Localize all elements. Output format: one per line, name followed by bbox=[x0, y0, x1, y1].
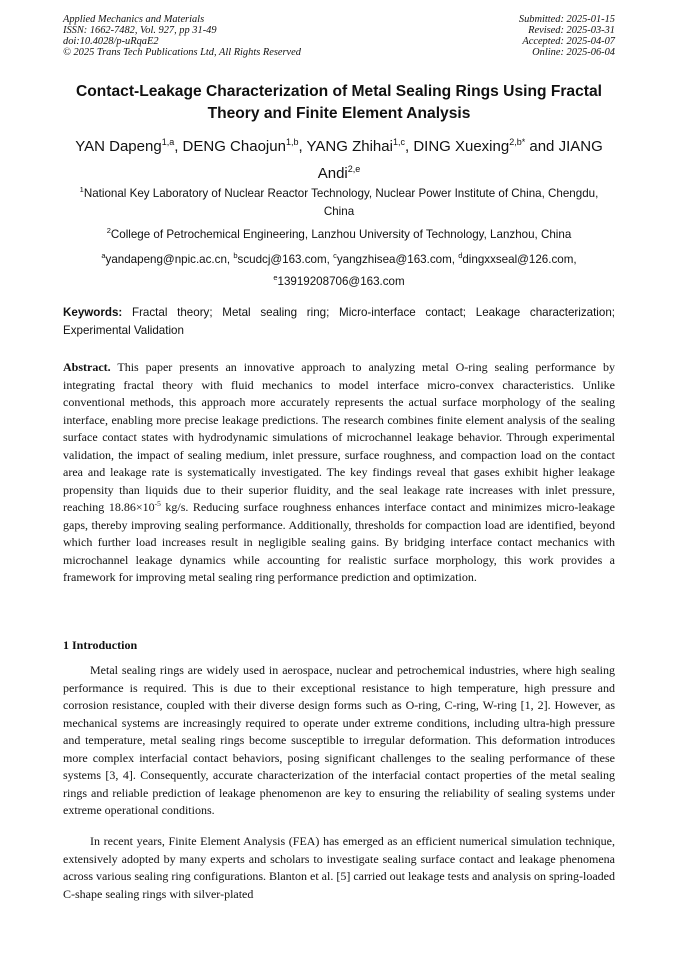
journal-name: Applied Mechanics and Materials bbox=[63, 14, 205, 25]
intro-paragraph-1: Metal sealing rings are widely used in aerospace, nuclear and petrochemical industries, where high sealing performance is required. This is due to their exceptional resistance to high temperature, high pressure and corrosion resistance, coupled with their diverse design forms such as O-ring, C-ring, W-ring [1, 2]. However, as mechanical systems are increasingly required to operate under extreme conditions, including ultra-high pressure and temperature, metal sealing rings become susceptible to irregular deformation. This deformation introduces more complex interfacial contact behaviors, posing significant challenges to the sealing performance of these systems [3, 4]. Consequently, accurate characterization of the interfacial contact properties of the metal sealing rings and reliable prediction of leakage phenomenon are key to ensuring the reliability of sealing systems under extreme operational conditions. bbox=[63, 663, 615, 817]
email-entry bbox=[458, 253, 576, 266]
author-name: YAN Dapeng bbox=[75, 138, 162, 155]
author-name: and JIANG Andi bbox=[317, 138, 603, 182]
issn-line: ISSN: 1662-7482, Vol. 927, pp 31-49 bbox=[63, 25, 217, 36]
abstract-text-continued: kg/s. Reducing surface roughness enhances interface contact and minimizes micro-leakage gaps, thereby improving sealing performance. Additionally, thresholds for compaction load are identified, beyond which further load increases result in negligible sealing gains. By bridging interface contact mechanics with microchannel leakage dynamics while accounting for realistic surface morphology, this work provides a framework for improving metal sealing ring performance prediction and optimization. bbox=[63, 500, 615, 584]
submitted-date: Submitted: 2025-01-15 bbox=[518, 14, 615, 25]
email-address[interactable]: dingxxseal@126.com bbox=[462, 252, 574, 266]
email-separator: , bbox=[326, 252, 334, 266]
affiliation-text: National Key Laboratory of Nuclear Reactor Technology, Nuclear Power Institute of China, Chengdu, China bbox=[83, 186, 599, 218]
accepted-date: Accepted: 2025-04-07 bbox=[522, 36, 615, 47]
email-address[interactable]: yangzhisea@163.com bbox=[336, 252, 452, 266]
author bbox=[307, 138, 414, 155]
email-mark: a bbox=[101, 251, 106, 260]
header-right bbox=[519, 14, 615, 58]
affiliation-mark: 1 bbox=[79, 185, 84, 194]
author bbox=[413, 138, 529, 155]
intro-paragraph-2: In recent years, Finite Element Analysis (FEA) has emerged as an efficient numerical simulation technique, extensively adopted by many experts and scholars to investigate sealing surface contact and leakage phenomena across various sealing ring configurations. Blanton et al. [5] carried out leakage tests and analysis on spring-loaded C-shape sealing rings with silver-plated bbox=[63, 834, 615, 901]
author-name: DENG Chaojun bbox=[182, 138, 286, 155]
author-name: DING Xuexing bbox=[413, 138, 510, 155]
affiliation-text: College of Petrochemical Engineering, Lanzhou University of Technology, Lanzhou, China bbox=[110, 227, 572, 241]
abstract bbox=[63, 359, 615, 587]
email-entry bbox=[101, 253, 233, 266]
abstract-exponent: -5 bbox=[154, 499, 161, 508]
author-name: YANG Zhihai bbox=[306, 138, 393, 155]
section-heading-introduction: 1 Introduction bbox=[63, 638, 138, 652]
doi-line[interactable]: doi:10.4028/p-uRqaE2 bbox=[63, 36, 159, 47]
abstract-text: This paper presents an innovative approach to analyzing metal O-ring sealing performance by integrating fractal theory with fluid mechanics to model interface micro-convex characteristics. Unlike conventional methods, this approach more accurately represents the actual surface morphology of the sealing interface, enabling more precise leakage predictions. The research combines finite element analysis of the sealing surface contact states with hydrodynamic simulations of microchannel leakage behavior. Through experimental validation, the impact of sealing medium, inlet pressure, surface roughness, and compaction load on the contact area and leakage rate is systematically investigated. The key findings reveal that gases exhibit higher leakage propensity than liquids due to their superior fluidity, and the seal leakage rate increases with inlet pressure, reaching 18.86×10 bbox=[63, 360, 615, 514]
email-separator: , bbox=[451, 252, 459, 266]
email-mark: c bbox=[333, 251, 337, 260]
keywords-text: Fractal theory; Metal sealing ring; Micro-interface contact; Leakage characterization; Experimental Validation bbox=[63, 306, 615, 337]
journal-header bbox=[63, 14, 615, 58]
keywords-label: Keywords: bbox=[63, 306, 123, 319]
keywords bbox=[63, 304, 615, 340]
affiliation-2 bbox=[70, 222, 608, 244]
email-entry bbox=[233, 253, 333, 266]
email-entry bbox=[273, 272, 405, 288]
email-entry bbox=[333, 253, 458, 266]
email-address[interactable]: 13919208706@163.com bbox=[277, 274, 405, 288]
header-left bbox=[63, 14, 301, 58]
author-separator: , bbox=[174, 138, 183, 155]
author-separator: , bbox=[298, 138, 307, 155]
author-affiliation-mark: 1,a bbox=[161, 137, 175, 147]
author-list bbox=[60, 131, 618, 185]
email-mark: d bbox=[458, 251, 463, 260]
abstract-label: Abstract. bbox=[63, 360, 111, 374]
affiliation-mark: 2 bbox=[106, 226, 111, 235]
author bbox=[183, 138, 307, 155]
email-separator: , bbox=[226, 252, 234, 266]
affiliation-1 bbox=[70, 181, 608, 221]
email-mark: e bbox=[273, 272, 278, 282]
author-affiliation-mark: 2,b* bbox=[509, 137, 526, 147]
email-mark: b bbox=[233, 251, 238, 260]
author-affiliation-mark: 1,c bbox=[392, 137, 405, 147]
online-date: Online: 2025-06-04 bbox=[532, 47, 615, 58]
author-emails bbox=[70, 247, 608, 291]
email-address[interactable]: yandapeng@npic.ac.cn bbox=[105, 252, 227, 266]
author bbox=[75, 138, 182, 155]
author-affiliation-mark: 2,e bbox=[347, 164, 361, 174]
copyright-line: © 2025 Trans Tech Publications Ltd, All Rights Reserved bbox=[63, 47, 301, 58]
author-separator: , bbox=[404, 138, 414, 155]
author-affiliation-mark: 1,b bbox=[285, 137, 299, 147]
email-address[interactable]: scudcj@163.com bbox=[237, 252, 327, 266]
paper-title: Contact-Leakage Characterization of Metal Sealing Rings Using Fractal Theory and Finite Element Analysis bbox=[76, 83, 602, 122]
email-separator: , bbox=[573, 252, 577, 266]
revised-date: Revised: 2025-03-31 bbox=[528, 25, 615, 36]
